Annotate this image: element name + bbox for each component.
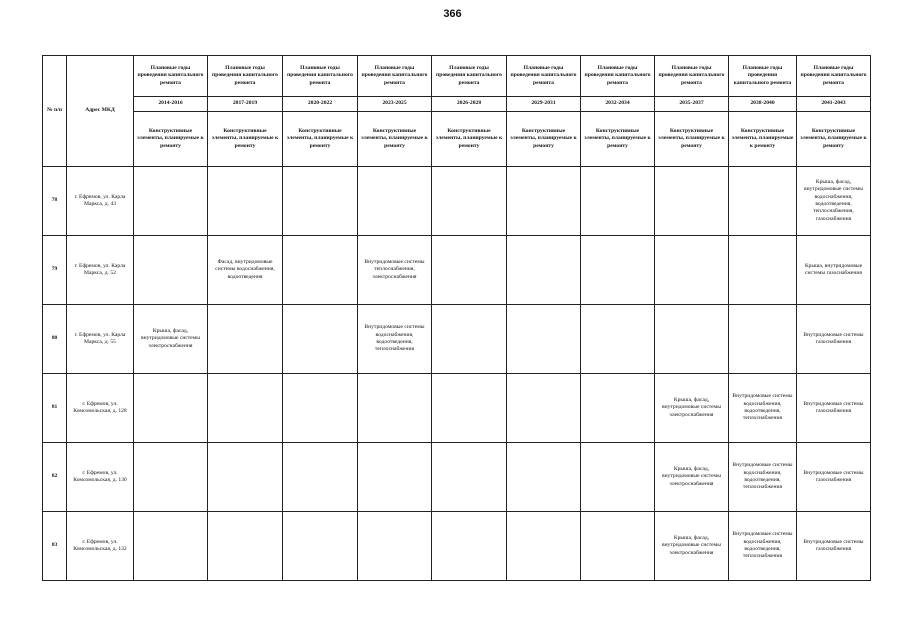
row-cell bbox=[581, 236, 655, 305]
row-cell bbox=[283, 374, 358, 443]
row-cell: Крыша, фасад, внутридомовые системы электроснабжения bbox=[655, 512, 729, 581]
header-elements: Конструктивные элементы, планируемые к ремонту bbox=[507, 112, 581, 167]
row-cell bbox=[507, 374, 581, 443]
row-cell bbox=[208, 374, 283, 443]
row-cell: Внутридомовые системы газоснабжения bbox=[797, 512, 871, 581]
header-period: 2026-2028 bbox=[432, 97, 507, 112]
header-period-title: Плановые годы проведения капитального ремонта bbox=[358, 56, 432, 97]
header-period: 2017-2019 bbox=[208, 97, 283, 112]
row-cell: Внутридомовые системы водоснабжения, водоотведения, теплоснабжения bbox=[729, 512, 797, 581]
table-body bbox=[43, 167, 871, 581]
header-elements: Конструктивные элементы, планируемые к ремонту bbox=[729, 112, 797, 167]
header-address: Адрес МКД bbox=[67, 56, 134, 167]
table-row bbox=[43, 167, 871, 236]
row-cell bbox=[358, 167, 432, 236]
row-cell bbox=[729, 305, 797, 374]
header-elements: Конструктивные элементы, планируемые к ремонту bbox=[283, 112, 358, 167]
row-number: 81 bbox=[43, 374, 67, 443]
row-address: г. Ефремов, ул. Карла Маркса, д. 55 bbox=[67, 305, 134, 374]
row-cell: Крыша, фасад, внутридомовые системы электроснабжения bbox=[655, 443, 729, 512]
header-elements: Конструктивные элементы, планируемые к ремонту bbox=[134, 112, 208, 167]
row-cell bbox=[581, 167, 655, 236]
table-row bbox=[43, 305, 871, 374]
row-cell bbox=[432, 374, 507, 443]
header-period: 2041-2043 bbox=[797, 97, 871, 112]
row-cell bbox=[432, 443, 507, 512]
row-cell bbox=[507, 443, 581, 512]
header-elements: Конструктивные элементы, планируемые к ремонту bbox=[581, 112, 655, 167]
row-cell bbox=[432, 236, 507, 305]
row-cell bbox=[134, 236, 208, 305]
row-cell bbox=[507, 167, 581, 236]
table-row bbox=[43, 443, 871, 512]
row-cell: Внутридомовые системы теплоснабжения, электроснабжения bbox=[358, 236, 432, 305]
header-elements: Конструктивные элементы, планируемые к ремонту bbox=[358, 112, 432, 167]
header-row-periods bbox=[43, 97, 871, 112]
row-cell bbox=[729, 236, 797, 305]
row-number: 82 bbox=[43, 443, 67, 512]
table-row bbox=[43, 236, 871, 305]
row-cell bbox=[432, 305, 507, 374]
header-period: 2035-2037 bbox=[655, 97, 729, 112]
row-cell bbox=[283, 167, 358, 236]
header-period: 2023-2025 bbox=[358, 97, 432, 112]
header-elements: Конструктивные элементы, планируемые к ремонту bbox=[208, 112, 283, 167]
table-row bbox=[43, 512, 871, 581]
header-num: № п/п bbox=[43, 56, 67, 167]
header-period-title: Плановые годы проведения капитального ремонта bbox=[797, 56, 871, 97]
row-cell bbox=[134, 374, 208, 443]
row-address: г. Ефремов, ул. Комсомольская, д. 130 bbox=[67, 443, 134, 512]
row-cell bbox=[507, 305, 581, 374]
header-period-title: Плановые годы проведения капитального ремонта bbox=[581, 56, 655, 97]
row-number: 78 bbox=[43, 167, 67, 236]
row-cell: Крыша, внутридомовые системы газоснабжения bbox=[797, 236, 871, 305]
row-cell bbox=[283, 305, 358, 374]
page-number: 366 bbox=[443, 8, 462, 20]
row-cell bbox=[208, 167, 283, 236]
row-cell bbox=[283, 443, 358, 512]
row-cell bbox=[208, 512, 283, 581]
table-header bbox=[43, 56, 871, 167]
header-period-title: Плановые годы проведения капитального ремонта bbox=[208, 56, 283, 97]
repair-plan-table bbox=[42, 55, 871, 581]
header-elements: Конструктивные элементы, планируемые к ремонту bbox=[797, 112, 871, 167]
header-period-title: Плановые годы проведения капитального ремонта bbox=[283, 56, 358, 97]
row-address: г. Ефремов, ул. Карла Маркса, д. 52 bbox=[67, 236, 134, 305]
header-elements: Конструктивные элементы, планируемые к ремонту bbox=[655, 112, 729, 167]
row-cell: Крыша, фасад, внутридомовые системы электроснабжения bbox=[134, 305, 208, 374]
header-elements: Конструктивные элементы, планируемые к ремонту bbox=[432, 112, 507, 167]
row-cell: Внутридомовые системы газоснабжения bbox=[797, 443, 871, 512]
row-cell: Внутридомовые системы водоснабжения, водоотведения, теплоснабжения bbox=[729, 374, 797, 443]
row-cell: Внутридомовые системы газоснабжения bbox=[797, 374, 871, 443]
row-address: г. Ефремов, ул. Карла Маркса, д. 43 bbox=[67, 167, 134, 236]
row-cell bbox=[134, 512, 208, 581]
header-row-period-title bbox=[43, 56, 871, 97]
row-address: г. Ефремов, ул. Комсомольская, д. 132 bbox=[67, 512, 134, 581]
row-cell bbox=[581, 374, 655, 443]
row-cell: Внутридомовые системы газоснабжения bbox=[797, 305, 871, 374]
header-period: 2020-2022 bbox=[283, 97, 358, 112]
row-cell bbox=[581, 512, 655, 581]
row-number: 79 bbox=[43, 236, 67, 305]
row-cell bbox=[507, 512, 581, 581]
row-cell bbox=[358, 443, 432, 512]
row-cell bbox=[655, 305, 729, 374]
row-cell bbox=[358, 512, 432, 581]
row-cell bbox=[358, 374, 432, 443]
header-row-elements bbox=[43, 112, 871, 167]
row-cell bbox=[432, 167, 507, 236]
row-cell: Внутридомовые системы водоснабжения, водоотведения, теплоснабжения bbox=[358, 305, 432, 374]
row-number: 83 bbox=[43, 512, 67, 581]
row-cell bbox=[729, 167, 797, 236]
row-cell bbox=[581, 305, 655, 374]
header-period-title: Плановые годы проведения капитального ремонта bbox=[507, 56, 581, 97]
row-cell bbox=[581, 443, 655, 512]
row-cell bbox=[208, 443, 283, 512]
row-cell bbox=[283, 512, 358, 581]
row-cell bbox=[655, 236, 729, 305]
row-cell bbox=[655, 167, 729, 236]
header-period: 2029-2031 bbox=[507, 97, 581, 112]
row-cell bbox=[283, 236, 358, 305]
row-address: г. Ефремов, ул. Комсомольская, д. 128 bbox=[67, 374, 134, 443]
row-cell: Внутридомовые системы водоснабжения, водоотведения, теплоснабжения bbox=[729, 443, 797, 512]
header-period-title: Плановые годы проведения капитального ремонта bbox=[134, 56, 208, 97]
row-cell: Крыша, фасад, внутридомовые системы электроснабжения bbox=[655, 374, 729, 443]
header-period: 2032-2034 bbox=[581, 97, 655, 112]
row-cell bbox=[134, 443, 208, 512]
row-cell bbox=[432, 512, 507, 581]
row-cell bbox=[208, 305, 283, 374]
row-cell: Фасад, внутридомовые системы водоснабжения, водоотведения bbox=[208, 236, 283, 305]
row-number: 80 bbox=[43, 305, 67, 374]
row-cell: Крыша, фасад, внутридомовые системы водоснабжения, водоотведения, теплоснабжения, газоснабжения bbox=[797, 167, 871, 236]
table-row bbox=[43, 374, 871, 443]
header-period-title: Плановые годы проведения капитального ремонта bbox=[432, 56, 507, 97]
header-period-title: Плановые годы проведения капитального ремонта bbox=[655, 56, 729, 97]
row-cell bbox=[507, 236, 581, 305]
header-period: 2038-2040 bbox=[729, 97, 797, 112]
row-cell bbox=[134, 167, 208, 236]
header-period: 2014-2016 bbox=[134, 97, 208, 112]
header-period-title: Плановые годы проведения капитального ремонта bbox=[729, 56, 797, 97]
